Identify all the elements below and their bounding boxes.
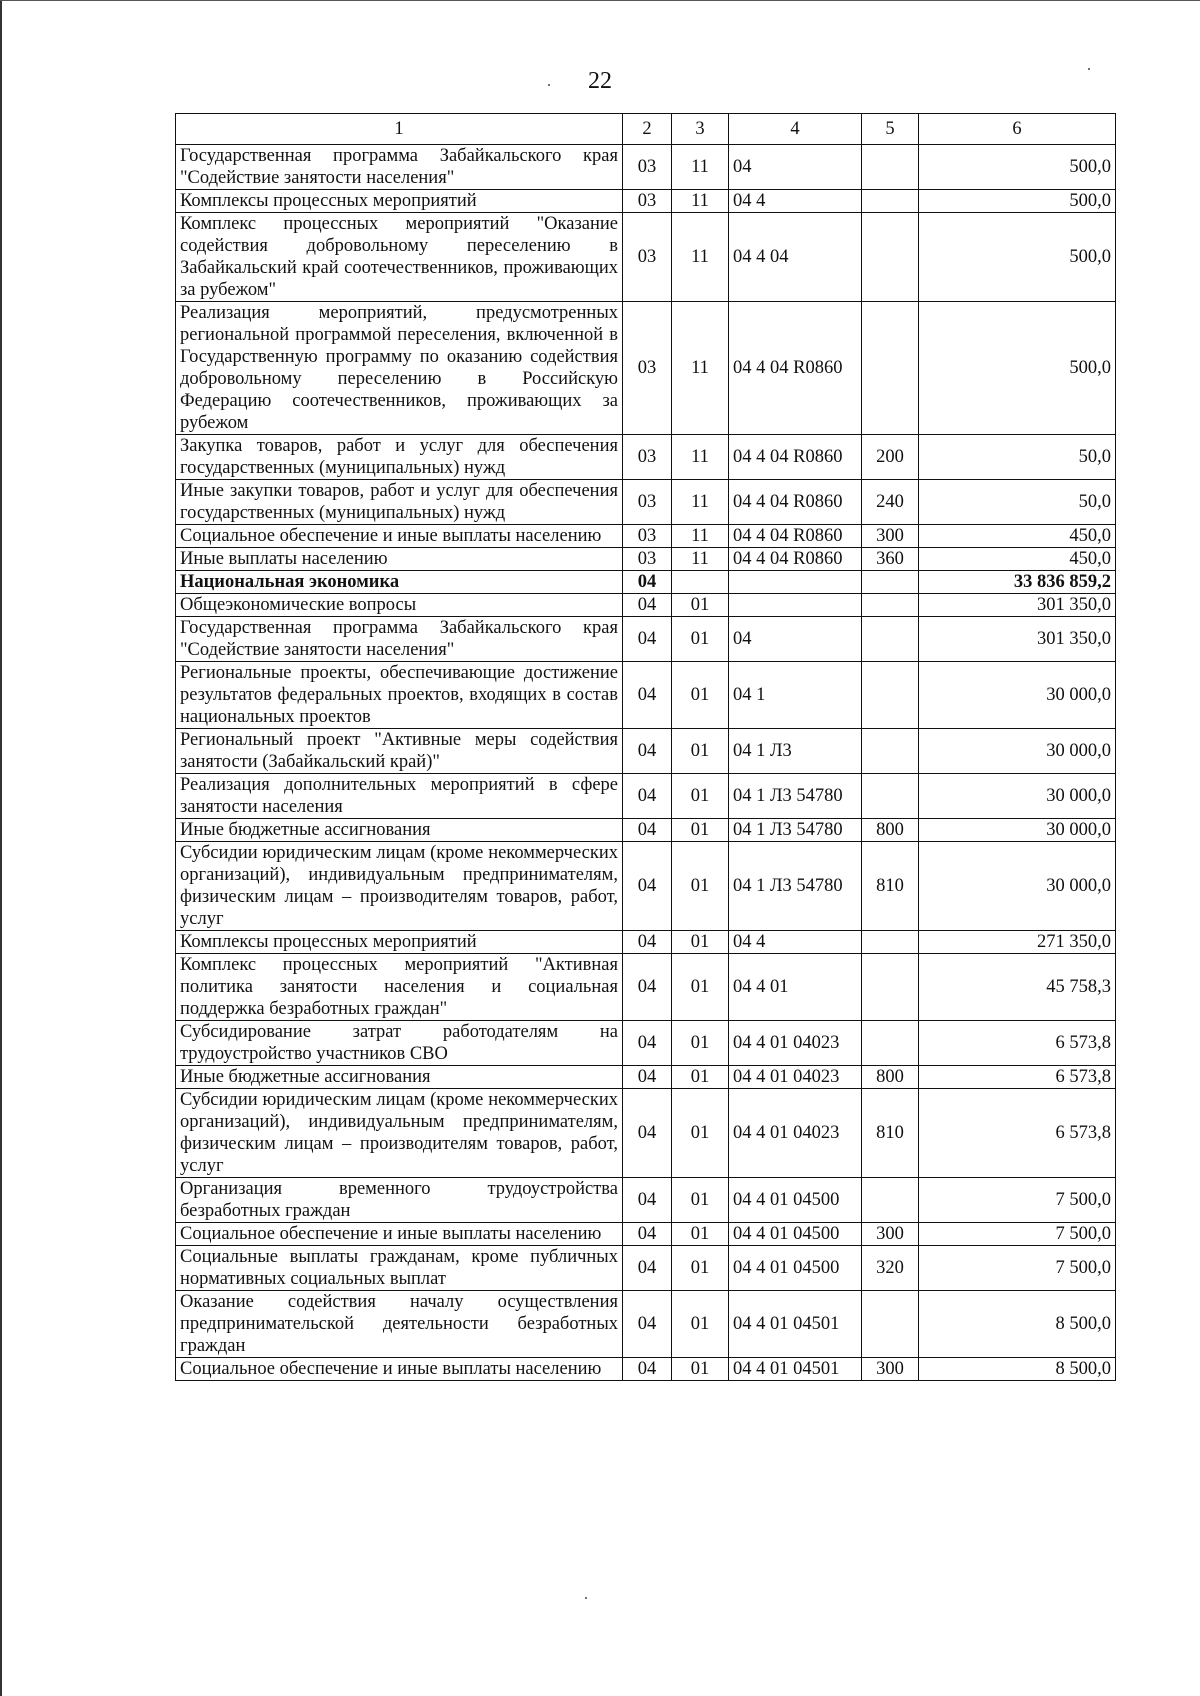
- table-row: [176, 931, 1116, 954]
- expense-type-code-cell: [862, 662, 919, 729]
- subsection-code-cell: 01: [672, 1358, 729, 1381]
- target-article-code-cell: 04 4 01 04023: [729, 1066, 862, 1089]
- amount-cell: 7 500,0: [919, 1223, 1116, 1246]
- table-row: [176, 1066, 1116, 1089]
- item-name-cell: Национальная экономика: [176, 571, 623, 594]
- item-name-cell: Субсидии юридическим лицам (кроме некоммерческих организаций), индивидуальным предпринимателям, физическим лицам – производителям товаров, работ, услуг: [176, 1089, 623, 1178]
- item-name-cell: Иные закупки товаров, работ и услуг для обеспечения государственных (муниципальных) нужд: [176, 480, 623, 525]
- expense-type-code-cell: 240: [862, 480, 919, 525]
- section-code-cell: 04: [623, 729, 672, 774]
- table-row: [176, 842, 1116, 931]
- header-cell-4: 4: [729, 114, 862, 145]
- subsection-code-cell: 01: [672, 931, 729, 954]
- subsection-code-cell: 11: [672, 190, 729, 213]
- expense-type-code-cell: 320: [862, 1246, 919, 1291]
- section-code-cell: 03: [623, 548, 672, 571]
- amount-cell: 500,0: [919, 302, 1116, 435]
- subsection-code-cell: 01: [672, 1066, 729, 1089]
- section-code-cell: 04: [623, 1291, 672, 1358]
- target-article-code-cell: 04 4 01 04500: [729, 1246, 862, 1291]
- table-row: [176, 819, 1116, 842]
- expense-type-code-cell: [862, 190, 919, 213]
- table-row: [176, 1223, 1116, 1246]
- item-name-cell: Общеэкономические вопросы: [176, 594, 623, 617]
- amount-cell: 301 350,0: [919, 617, 1116, 662]
- subsection-code-cell: 01: [672, 1246, 729, 1291]
- table-row: [176, 1246, 1116, 1291]
- subsection-code-cell: 01: [672, 954, 729, 1021]
- section-code-cell: 04: [623, 571, 672, 594]
- table-row: [176, 617, 1116, 662]
- amount-cell: 450,0: [919, 548, 1116, 571]
- section-code-cell: 03: [623, 525, 672, 548]
- amount-cell: 6 573,8: [919, 1066, 1116, 1089]
- section-code-cell: 04: [623, 1089, 672, 1178]
- item-name-cell: Субсидии юридическим лицам (кроме некоммерческих организаций), индивидуальным предпринимателям, физическим лицам – производителям товаров, работ, услуг: [176, 842, 623, 931]
- table-row: [176, 571, 1116, 594]
- expense-type-code-cell: [862, 954, 919, 1021]
- subsection-code-cell: 11: [672, 480, 729, 525]
- item-name-cell: Реализация дополнительных мероприятий в сфере занятости населения: [176, 774, 623, 819]
- item-name-cell: Иные бюджетные ассигнования: [176, 819, 623, 842]
- item-name-cell: Региональный проект "Активные меры содействия занятости (Забайкальский край)": [176, 729, 623, 774]
- target-article-code-cell: 04 4 04: [729, 213, 862, 302]
- subsection-code-cell: 11: [672, 548, 729, 571]
- section-code-cell: 03: [623, 435, 672, 480]
- subsection-code-cell: 01: [672, 774, 729, 819]
- amount-cell: 6 573,8: [919, 1089, 1116, 1178]
- item-name-cell: Субсидирование затрат работодателям на трудоустройство участников СВО: [176, 1021, 623, 1066]
- expense-type-code-cell: [862, 302, 919, 435]
- target-article-code-cell: 04 4: [729, 190, 862, 213]
- target-article-code-cell: 04 4 04 R0860: [729, 548, 862, 571]
- amount-cell: 301 350,0: [919, 594, 1116, 617]
- table-row: [176, 190, 1116, 213]
- section-code-cell: 04: [623, 594, 672, 617]
- expense-type-code-cell: 810: [862, 842, 919, 931]
- amount-cell: 271 350,0: [919, 931, 1116, 954]
- subsection-code-cell: 01: [672, 1021, 729, 1066]
- target-article-code-cell: 04 1: [729, 662, 862, 729]
- target-article-code-cell: 04 4 01: [729, 954, 862, 1021]
- expense-type-code-cell: [862, 931, 919, 954]
- subsection-code-cell: 01: [672, 1291, 729, 1358]
- expense-type-code-cell: [862, 213, 919, 302]
- page-number: 22: [588, 68, 612, 94]
- expense-type-code-cell: [862, 1291, 919, 1358]
- item-name-cell: Организация временного трудоустройства безработных граждан: [176, 1178, 623, 1223]
- subsection-code-cell: 01: [672, 1089, 729, 1178]
- subsection-code-cell: 01: [672, 729, 729, 774]
- section-code-cell: 04: [623, 1066, 672, 1089]
- section-code-cell: 03: [623, 302, 672, 435]
- table-row: [176, 1358, 1116, 1381]
- target-article-code-cell: 04 4 01 04501: [729, 1291, 862, 1358]
- subsection-code-cell: 11: [672, 145, 729, 190]
- section-code-cell: 04: [623, 954, 672, 1021]
- expense-type-code-cell: 200: [862, 435, 919, 480]
- section-code-cell: 03: [623, 145, 672, 190]
- section-code-cell: 04: [623, 1178, 672, 1223]
- header-cell-1: 1: [176, 114, 623, 145]
- subsection-code-cell: 01: [672, 1223, 729, 1246]
- expense-type-code-cell: [862, 145, 919, 190]
- subsection-code-cell: 11: [672, 302, 729, 435]
- amount-cell: 30 000,0: [919, 774, 1116, 819]
- target-article-code-cell: [729, 594, 862, 617]
- header-cell-3: 3: [672, 114, 729, 145]
- section-code-cell: 04: [623, 662, 672, 729]
- target-article-code-cell: 04: [729, 145, 862, 190]
- expense-type-code-cell: 800: [862, 1066, 919, 1089]
- amount-cell: 50,0: [919, 480, 1116, 525]
- amount-cell: 500,0: [919, 213, 1116, 302]
- section-code-cell: 04: [623, 1223, 672, 1246]
- expense-type-code-cell: [862, 1021, 919, 1066]
- expense-type-code-cell: 300: [862, 1358, 919, 1381]
- item-name-cell: Государственная программа Забайкальского края "Содействие занятости населения": [176, 617, 623, 662]
- amount-cell: 30 000,0: [919, 842, 1116, 931]
- item-name-cell: Социальное обеспечение и иные выплаты населению: [176, 525, 623, 548]
- subsection-code-cell: 11: [672, 435, 729, 480]
- expense-type-code-cell: [862, 729, 919, 774]
- subsection-code-cell: 11: [672, 213, 729, 302]
- item-name-cell: Комплекс процессных мероприятий "Оказание содействия добровольному переселению в Забайкальский край соотечественников, проживающих за рубежом": [176, 213, 623, 302]
- amount-cell: 500,0: [919, 190, 1116, 213]
- target-article-code-cell: 04: [729, 617, 862, 662]
- section-code-cell: 04: [623, 1021, 672, 1066]
- header-cell-5: 5: [862, 114, 919, 145]
- section-code-cell: 04: [623, 1358, 672, 1381]
- target-article-code-cell: 04 4 04 R0860: [729, 302, 862, 435]
- table-row: [176, 480, 1116, 525]
- subsection-code-cell: 01: [672, 662, 729, 729]
- subsection-code-cell: 01: [672, 842, 729, 931]
- target-article-code-cell: 04 4 01 04023: [729, 1021, 862, 1066]
- section-code-cell: 04: [623, 617, 672, 662]
- item-name-cell: Комплексы процессных мероприятий: [176, 931, 623, 954]
- amount-cell: 8 500,0: [919, 1291, 1116, 1358]
- amount-cell: 7 500,0: [919, 1178, 1116, 1223]
- item-name-cell: Социальное обеспечение и иные выплаты населению: [176, 1358, 623, 1381]
- table-row: [176, 525, 1116, 548]
- scan-speck: [585, 1597, 587, 1599]
- amount-cell: 30 000,0: [919, 819, 1116, 842]
- target-article-code-cell: 04 1 Л3 54780: [729, 774, 862, 819]
- section-code-cell: 04: [623, 931, 672, 954]
- amount-cell: 450,0: [919, 525, 1116, 548]
- amount-cell: 30 000,0: [919, 729, 1116, 774]
- scan-top-edge: [0, 0, 1200, 1]
- item-name-cell: Комплексы процессных мероприятий: [176, 190, 623, 213]
- table-row: [176, 548, 1116, 571]
- target-article-code-cell: 04 4 01 04500: [729, 1223, 862, 1246]
- table-row: [176, 1021, 1116, 1066]
- table-row: [176, 1089, 1116, 1178]
- expense-type-code-cell: [862, 774, 919, 819]
- item-name-cell: Государственная программа Забайкальского края "Содействие занятости населения": [176, 145, 623, 190]
- table-row: [176, 302, 1116, 435]
- target-article-code-cell: 04 1 Л3 54780: [729, 819, 862, 842]
- amount-cell: 500,0: [919, 145, 1116, 190]
- expense-type-code-cell: [862, 1178, 919, 1223]
- target-article-code-cell: 04 1 Л3: [729, 729, 862, 774]
- target-article-code-cell: 04 4 01 04023: [729, 1089, 862, 1178]
- header-cell-2: 2: [623, 114, 672, 145]
- item-name-cell: Закупка товаров, работ и услуг для обеспечения государственных (муниципальных) нужд: [176, 435, 623, 480]
- expense-type-code-cell: [862, 617, 919, 662]
- table-row: [176, 729, 1116, 774]
- item-name-cell: Иные бюджетные ассигнования: [176, 1066, 623, 1089]
- target-article-code-cell: [729, 571, 862, 594]
- section-code-cell: 03: [623, 190, 672, 213]
- item-name-cell: Комплекс процессных мероприятий "Активная политика занятости населения и социальная поддержка безработных граждан": [176, 954, 623, 1021]
- section-code-cell: 04: [623, 842, 672, 931]
- amount-cell: 33 836 859,2: [919, 571, 1116, 594]
- expense-type-code-cell: 300: [862, 525, 919, 548]
- amount-cell: 30 000,0: [919, 662, 1116, 729]
- section-code-cell: 04: [623, 1246, 672, 1291]
- expense-type-code-cell: 810: [862, 1089, 919, 1178]
- table-row: [176, 213, 1116, 302]
- target-article-code-cell: 04 4: [729, 931, 862, 954]
- section-code-cell: 04: [623, 774, 672, 819]
- item-name-cell: Реализация мероприятий, предусмотренных региональной программой переселения, включенной в Государственную программу по оказанию содействия добровольному переселению в Российскую Федерацию соотечественников, проживающих за рубежом: [176, 302, 623, 435]
- subsection-code-cell: 01: [672, 617, 729, 662]
- item-name-cell: Социальные выплаты гражданам, кроме публичных нормативных социальных выплат: [176, 1246, 623, 1291]
- item-name-cell: Региональные проекты, обеспечивающие достижение результатов федеральных проектов, входящих в состав национальных проектов: [176, 662, 623, 729]
- table-row: [176, 954, 1116, 1021]
- section-code-cell: 03: [623, 213, 672, 302]
- subsection-code-cell: 01: [672, 594, 729, 617]
- expense-type-code-cell: 800: [862, 819, 919, 842]
- item-name-cell: Социальное обеспечение и иные выплаты населению: [176, 1223, 623, 1246]
- target-article-code-cell: 04 4 04 R0860: [729, 480, 862, 525]
- table-row: [176, 594, 1116, 617]
- expense-type-code-cell: [862, 571, 919, 594]
- target-article-code-cell: 04 4 01 04501: [729, 1358, 862, 1381]
- amount-cell: 7 500,0: [919, 1246, 1116, 1291]
- expense-type-code-cell: 360: [862, 548, 919, 571]
- subsection-code-cell: 11: [672, 525, 729, 548]
- target-article-code-cell: 04 4 04 R0860: [729, 435, 862, 480]
- section-code-cell: 03: [623, 480, 672, 525]
- target-article-code-cell: 04 4 01 04500: [729, 1178, 862, 1223]
- item-name-cell: Оказание содействия началу осуществления предпринимательской деятельности безработных граждан: [176, 1291, 623, 1358]
- table-row: [176, 435, 1116, 480]
- subsection-code-cell: 01: [672, 819, 729, 842]
- amount-cell: 50,0: [919, 435, 1116, 480]
- expense-type-code-cell: 300: [862, 1223, 919, 1246]
- amount-cell: 45 758,3: [919, 954, 1116, 1021]
- table-row: [176, 145, 1116, 190]
- item-name-cell: Иные выплаты населению: [176, 548, 623, 571]
- expense-type-code-cell: [862, 594, 919, 617]
- section-code-cell: 04: [623, 819, 672, 842]
- amount-cell: 8 500,0: [919, 1358, 1116, 1381]
- target-article-code-cell: 04 1 Л3 54780: [729, 842, 862, 931]
- budget-table: [175, 113, 1116, 1381]
- table-row: [176, 1291, 1116, 1358]
- table-header-row: [176, 114, 1116, 145]
- table-row: [176, 774, 1116, 819]
- scan-left-edge: [0, 0, 2, 1696]
- table-row: [176, 1178, 1116, 1223]
- amount-cell: 6 573,8: [919, 1021, 1116, 1066]
- subsection-code-cell: 01: [672, 1178, 729, 1223]
- subsection-code-cell: [672, 571, 729, 594]
- header-cell-6: 6: [919, 114, 1116, 145]
- target-article-code-cell: 04 4 04 R0860: [729, 525, 862, 548]
- table-row: [176, 662, 1116, 729]
